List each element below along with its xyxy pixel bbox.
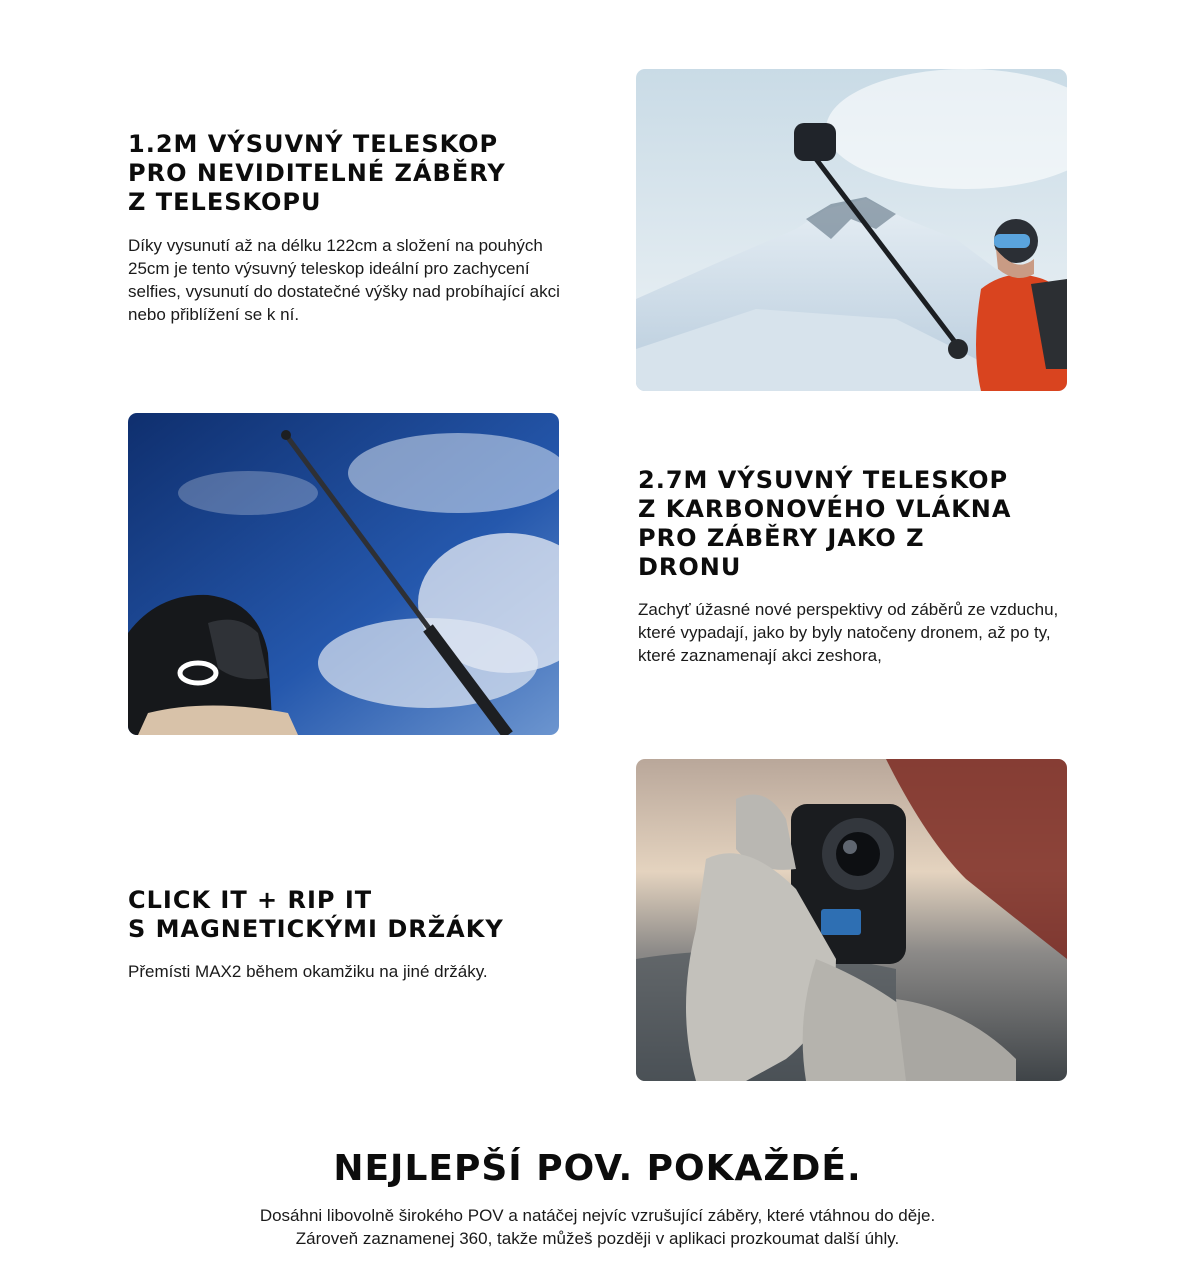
feature-1-title: 1.2M VÝSUVNÝ TELESKOP PRO NEVIDITELNÉ ZÁBĚRY Z TELESKOPU <box>128 130 506 216</box>
skier-extension-pole-photo <box>636 69 1067 391</box>
feature-3-description: Přemísti MAX2 během okamžiku na jiné držáky. <box>128 962 488 981</box>
gloved-hand-camera-photo <box>636 759 1067 1081</box>
footer-description-line-1: Dosáhni libovolně širokého POV a natáčej nejvíc vzrušující záběry, které vtáhnou do děje. <box>259 1206 936 1225</box>
feature-1-description: Díky vysunutí až na délku 122cm a složení na pouhých 25cm je tento výsuvný teleskop ideální pro zachycení selfies, vysunutí do dostatečné výšky nad probíhající akci nebo přiblížení se k ní. <box>128 236 560 324</box>
feature-2-description: Zachyť úžasné nové perspektivy od záběrů ze vzduchu, které vypadají, jako by byly natočeny dronem, až po ty, které zaznamenají akci zeshora, <box>638 600 1059 665</box>
feature-3-title: CLICK IT + RIP IT S MAGNETICKÝMI DRŽÁKY <box>128 886 504 943</box>
helmet-carbon-pole-sky-photo <box>128 413 559 735</box>
footer-description-line-2: Zároveň zaznamenej 360, takže můžeš později v aplikaci prozkoumat další úhly. <box>295 1229 900 1248</box>
feature-2-title: 2.7M VÝSUVNÝ TELESKOP Z KARBONOVÉHO VLÁKNA PRO ZÁBĚRY JAKO Z DRONU <box>638 466 1012 581</box>
footer-headline: NEJLEPŠÍ POV. POKAŽDÉ. <box>333 1148 862 1189</box>
